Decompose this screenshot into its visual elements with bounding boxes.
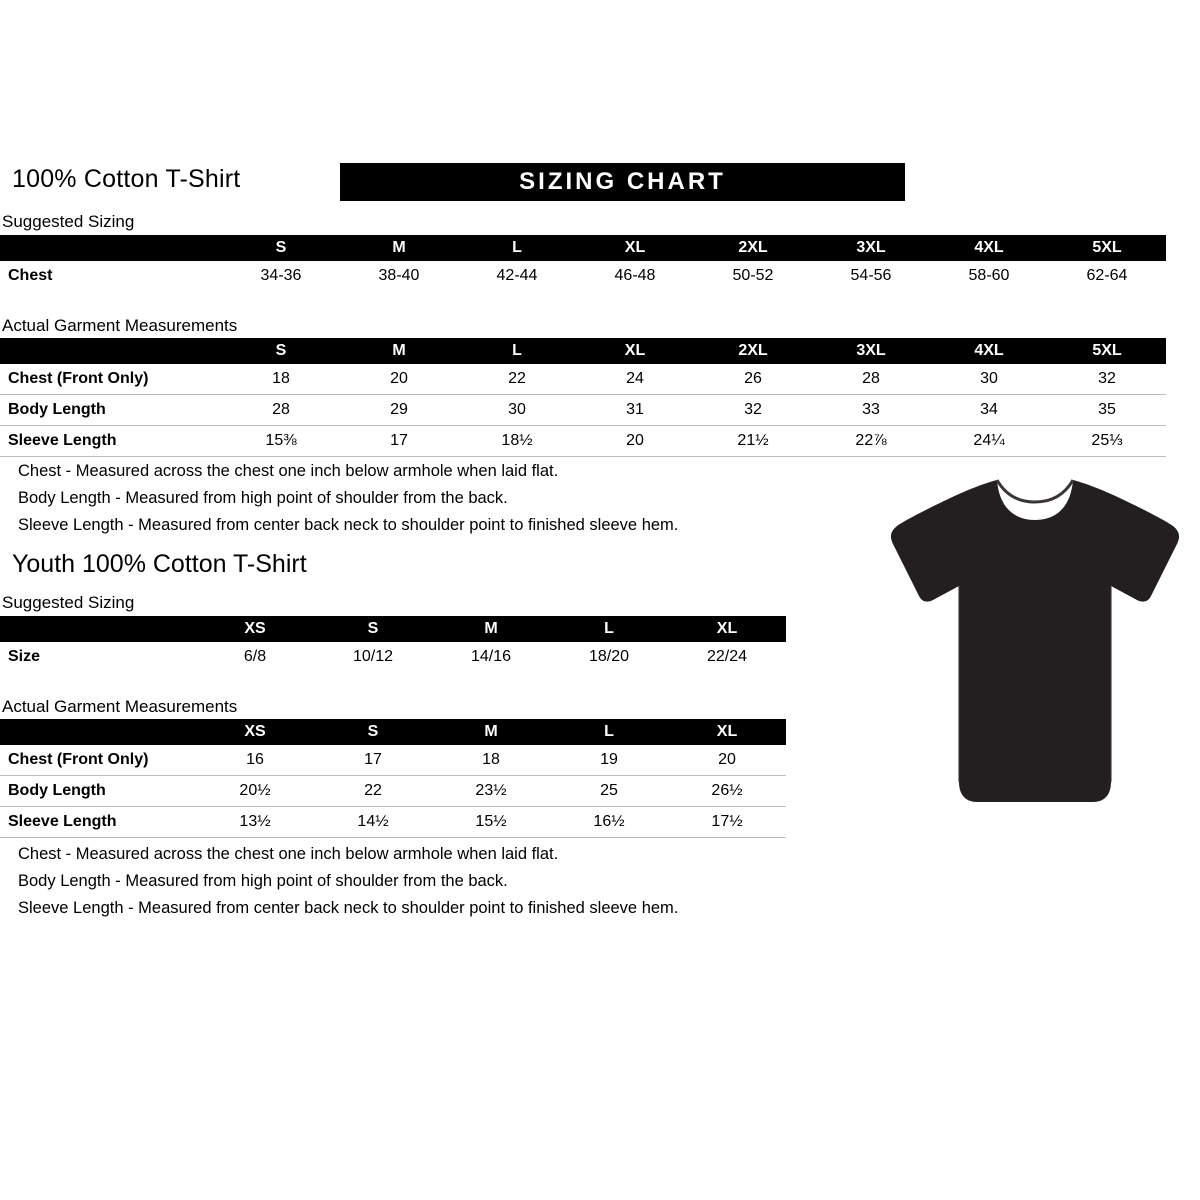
note-sleeve-length: Sleeve Length - Measured from center back neck to shoulder point to finished sleeve hem. <box>18 899 679 917</box>
col-header: S <box>314 616 432 642</box>
cell: 10/12 <box>352 648 394 665</box>
adult-suggested-sizing-table <box>0 235 1166 291</box>
table-header-row <box>0 616 786 642</box>
cell: 22 <box>458 364 576 395</box>
cell: 22 <box>314 776 432 807</box>
note-body-length: Body Length - Measured from high point of shoulder from the back. <box>18 489 508 507</box>
cell: 18/20 <box>588 648 630 665</box>
col-header: XS <box>196 616 314 642</box>
sizing-chart-banner <box>340 163 905 201</box>
col-header: 4XL <box>930 338 1048 364</box>
table-row <box>0 364 1166 395</box>
table-header-row <box>0 338 1166 364</box>
table-row <box>0 261 1166 291</box>
col-header: 5XL <box>1048 235 1166 261</box>
col-header: 2XL <box>694 235 812 261</box>
cell: 26 <box>694 364 812 395</box>
note-sleeve-length: Sleeve Length - Measured from center back neck to shoulder point to finished sleeve hem. <box>18 516 679 534</box>
adult-suggested-sizing-label: Suggested Sizing <box>2 212 135 231</box>
col-header: M <box>432 719 550 745</box>
cell: 42-44 <box>496 267 538 284</box>
cell: 28 <box>812 364 930 395</box>
col-header: 4XL <box>930 235 1048 261</box>
cell: 20 <box>668 745 786 776</box>
row-label: Body Length <box>0 776 196 807</box>
cell: 30 <box>930 364 1048 395</box>
table-header-row <box>0 235 1166 261</box>
cell: 35 <box>1048 395 1166 426</box>
col-header: M <box>432 616 550 642</box>
table-row <box>0 642 786 672</box>
col-header <box>0 616 196 642</box>
col-header: L <box>458 235 576 261</box>
table-row <box>0 776 786 807</box>
cell: 25 <box>550 776 668 807</box>
t-shirt-icon <box>885 472 1185 812</box>
col-header <box>0 338 222 364</box>
row-label: Chest (Front Only) <box>0 745 196 776</box>
table-row <box>0 807 786 838</box>
cell: 58-60 <box>968 267 1010 284</box>
col-header: M <box>340 235 458 261</box>
row-label: Chest <box>8 267 53 284</box>
cell: 19 <box>550 745 668 776</box>
cell: 33 <box>812 395 930 426</box>
table-header-row <box>0 719 786 745</box>
row-label: Sleeve Length <box>0 807 196 838</box>
col-header <box>0 235 222 261</box>
youth-actual-measurements-label: Actual Garment Measurements <box>2 697 238 716</box>
row-label: Sleeve Length <box>0 426 222 457</box>
youth-suggested-sizing-table <box>0 616 786 672</box>
cell: 23½ <box>432 776 550 807</box>
row-label: Chest (Front Only) <box>0 364 222 395</box>
cell: 24 <box>576 364 694 395</box>
col-header: XL <box>668 719 786 745</box>
youth-suggested-sizing-label: Suggested Sizing <box>2 593 135 612</box>
col-header: XL <box>576 235 694 261</box>
cell: 15⅜ <box>222 426 340 457</box>
col-header: S <box>314 719 432 745</box>
col-header: S <box>222 338 340 364</box>
cell: 22/24 <box>706 648 748 665</box>
cell: 14/16 <box>470 648 512 665</box>
cell: 6/8 <box>243 648 267 665</box>
cell: 16 <box>196 745 314 776</box>
note-body-length: Body Length - Measured from high point of shoulder from the back. <box>18 872 508 890</box>
col-header: L <box>550 616 668 642</box>
col-header: XL <box>576 338 694 364</box>
row-label: Body Length <box>0 395 222 426</box>
col-header <box>0 719 196 745</box>
col-header: XS <box>196 719 314 745</box>
cell: 32 <box>694 395 812 426</box>
cell: 46-48 <box>614 267 656 284</box>
col-header: S <box>222 235 340 261</box>
cell: 18 <box>222 364 340 395</box>
cell: 21½ <box>694 426 812 457</box>
cell: 18 <box>432 745 550 776</box>
note-chest: Chest - Measured across the chest one inch below armhole when laid flat. <box>18 845 559 863</box>
cell: 17 <box>314 745 432 776</box>
cell: 15½ <box>432 807 550 838</box>
cell: 38-40 <box>378 267 420 284</box>
cell: 20½ <box>196 776 314 807</box>
cell: 25⅓ <box>1048 426 1166 457</box>
cell: 17 <box>340 426 458 457</box>
row-label: Size <box>8 648 41 665</box>
cell: 28 <box>222 395 340 426</box>
sizing-chart-banner-label: SIZING CHART <box>519 168 726 195</box>
cell: 29 <box>340 395 458 426</box>
cell: 32 <box>1048 364 1166 395</box>
cell: 34 <box>930 395 1048 426</box>
cell: 54-56 <box>850 267 892 284</box>
adult-section-title: 100% Cotton T-Shirt <box>12 165 241 193</box>
cell: 16½ <box>550 807 668 838</box>
cell: 26½ <box>668 776 786 807</box>
adult-actual-measurements-table <box>0 338 1166 457</box>
youth-measurement-notes <box>18 841 678 922</box>
table-row <box>0 426 1166 457</box>
table-row <box>0 745 786 776</box>
col-header: 3XL <box>812 338 930 364</box>
youth-section-title: Youth 100% Cotton T-Shirt <box>12 550 307 578</box>
adult-actual-measurements-label: Actual Garment Measurements <box>2 316 238 335</box>
col-header: XL <box>668 616 786 642</box>
cell: 50-52 <box>732 267 774 284</box>
cell: 13½ <box>196 807 314 838</box>
cell: 30 <box>458 395 576 426</box>
cell: 17½ <box>668 807 786 838</box>
cell: 14½ <box>314 807 432 838</box>
cell: 62-64 <box>1086 267 1128 284</box>
col-header: 5XL <box>1048 338 1166 364</box>
table-row <box>0 395 1166 426</box>
adult-measurement-notes <box>18 458 678 539</box>
cell: 20 <box>576 426 694 457</box>
cell: 31 <box>576 395 694 426</box>
col-header: 2XL <box>694 338 812 364</box>
t-shirt-image <box>885 472 1185 812</box>
youth-actual-measurements-table <box>0 719 786 838</box>
cell: 18½ <box>458 426 576 457</box>
note-chest: Chest - Measured across the chest one inch below armhole when laid flat. <box>18 462 559 480</box>
col-header: 3XL <box>812 235 930 261</box>
cell: 34-36 <box>260 267 302 284</box>
col-header: M <box>340 338 458 364</box>
cell: 24¼ <box>930 426 1048 457</box>
cell: 20 <box>340 364 458 395</box>
cell: 22⅞ <box>812 426 930 457</box>
col-header: L <box>550 719 668 745</box>
col-header: L <box>458 338 576 364</box>
